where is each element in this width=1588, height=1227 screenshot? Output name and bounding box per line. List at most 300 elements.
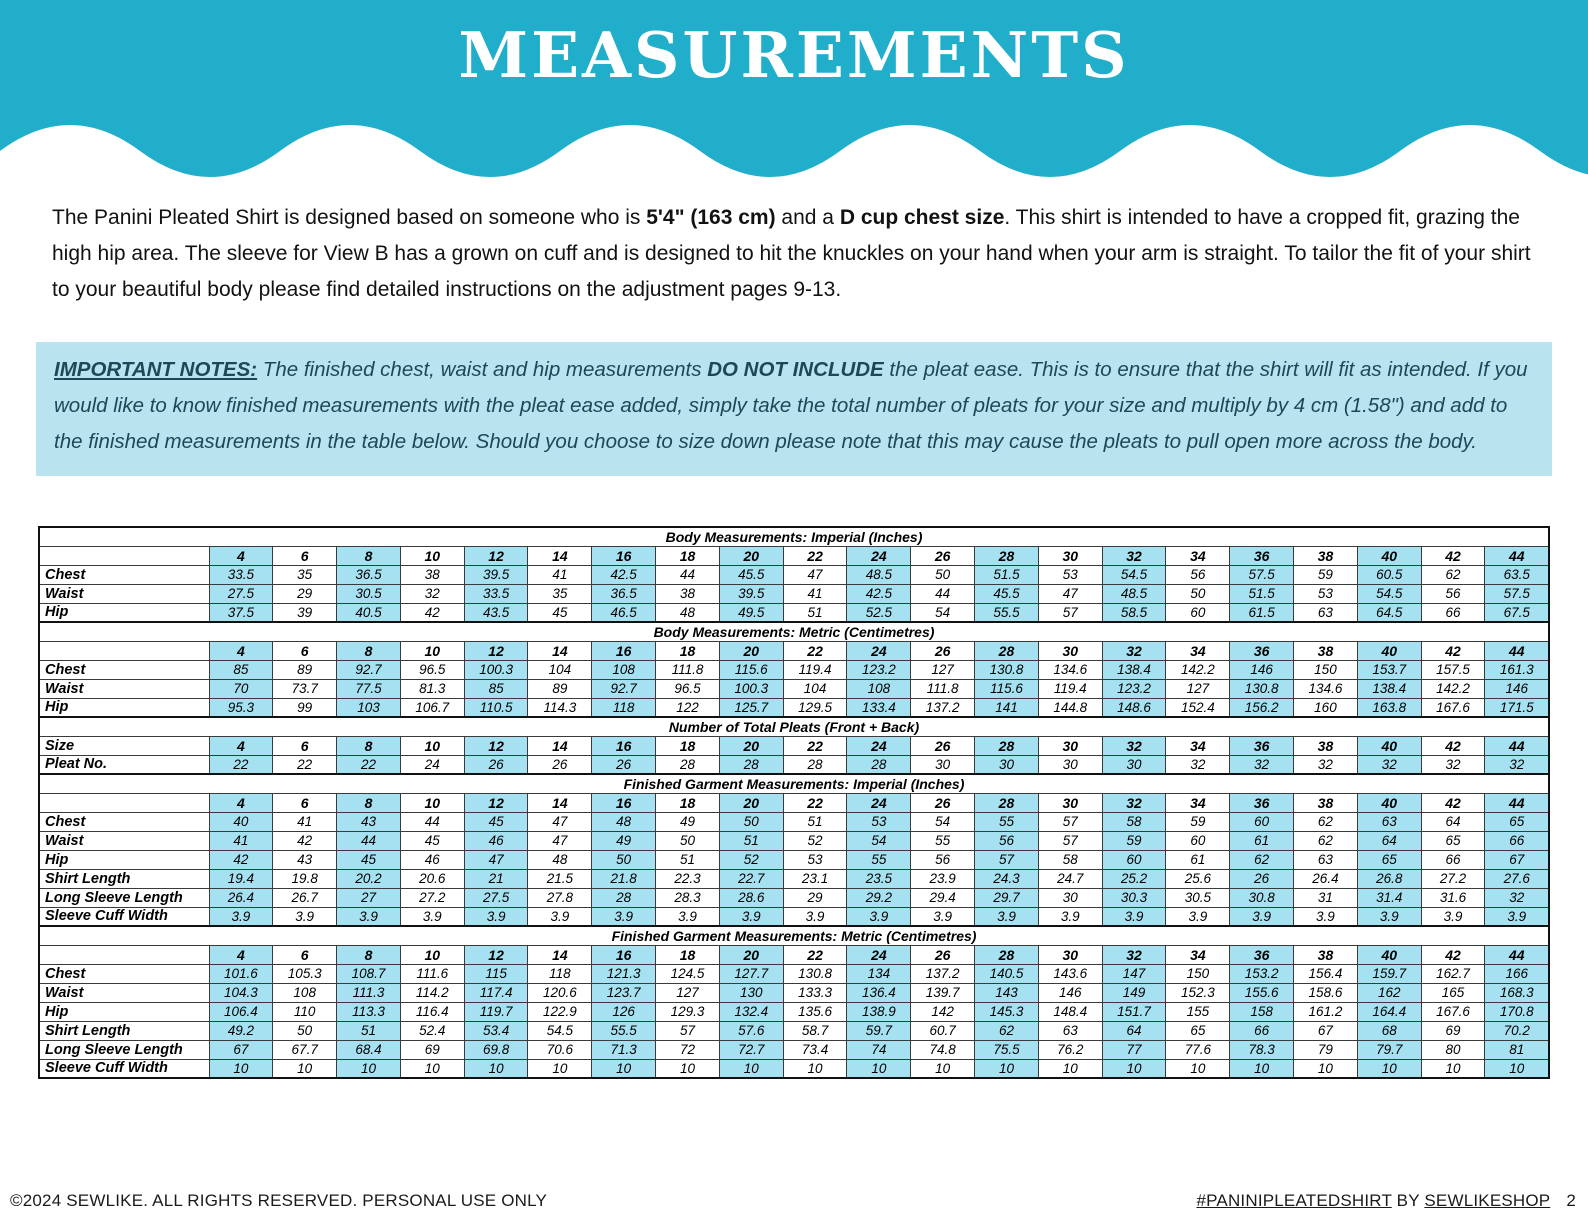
value-cell: 57.6 xyxy=(719,1021,783,1040)
text-segment: D cup chest size xyxy=(839,206,1005,229)
value-cell: 163.8 xyxy=(1357,698,1421,717)
value-cell: 63 xyxy=(1294,603,1358,622)
value-cell: 27.2 xyxy=(1421,869,1485,888)
value-cell: 22.7 xyxy=(719,869,783,888)
value-cell: 146 xyxy=(1485,679,1549,698)
value-cell: 3.9 xyxy=(847,907,911,926)
size-header-row xyxy=(39,641,1549,660)
value-cell: 139.7 xyxy=(911,983,975,1002)
value-cell: 45 xyxy=(528,603,592,622)
value-cell: 123.2 xyxy=(1102,679,1166,698)
table-row xyxy=(39,679,1549,698)
value-cell: 61 xyxy=(1230,831,1294,850)
size-header-cell: 14 xyxy=(528,793,592,812)
value-cell: 144.8 xyxy=(1038,698,1102,717)
value-cell: 164.4 xyxy=(1357,1002,1421,1021)
value-cell: 68 xyxy=(1357,1021,1421,1040)
value-cell: 74 xyxy=(847,1040,911,1059)
row-label: Long Sleeve Length xyxy=(39,888,209,907)
value-cell: 36.5 xyxy=(592,584,656,603)
value-cell: 54 xyxy=(847,831,911,850)
size-chart-table xyxy=(38,526,1550,1079)
size-header-cell: 16 xyxy=(592,641,656,660)
value-cell: 167.6 xyxy=(1421,698,1485,717)
value-cell: 60 xyxy=(1102,850,1166,869)
value-cell: 145.3 xyxy=(975,1002,1039,1021)
value-cell: 56 xyxy=(911,850,975,869)
value-cell: 10 xyxy=(273,1059,337,1078)
value-cell: 155 xyxy=(1166,1002,1230,1021)
table-title-row xyxy=(39,717,1549,736)
value-cell: 38 xyxy=(400,565,464,584)
value-cell: 48 xyxy=(528,850,592,869)
value-cell: 26.7 xyxy=(273,888,337,907)
value-cell: 152.4 xyxy=(1166,698,1230,717)
value-cell: 89 xyxy=(528,679,592,698)
value-cell: 3.9 xyxy=(464,907,528,926)
value-cell: 47 xyxy=(464,850,528,869)
value-cell: 30.5 xyxy=(337,584,401,603)
size-header-cell: 44 xyxy=(1485,945,1549,964)
wave-edge xyxy=(0,121,1588,183)
table-row xyxy=(39,1002,1549,1021)
size-header-cell: 22 xyxy=(783,546,847,565)
value-cell: 113.3 xyxy=(337,1002,401,1021)
row-label: Waist xyxy=(39,679,209,698)
value-cell: 122 xyxy=(656,698,720,717)
value-cell: 80 xyxy=(1421,1040,1485,1059)
value-cell: 62 xyxy=(1230,850,1294,869)
size-header-cell: 12 xyxy=(464,546,528,565)
value-cell: 10 xyxy=(783,1059,847,1078)
table-row xyxy=(39,1021,1549,1040)
value-cell: 32 xyxy=(1421,755,1485,774)
value-cell: 49 xyxy=(592,831,656,850)
value-cell: 53 xyxy=(1294,584,1358,603)
value-cell: 62 xyxy=(1294,831,1358,850)
value-cell: 152.3 xyxy=(1166,983,1230,1002)
value-cell: 41 xyxy=(209,831,273,850)
row-label: Chest xyxy=(39,565,209,584)
size-header-cell: 16 xyxy=(592,736,656,755)
value-cell: 71.3 xyxy=(592,1040,656,1059)
value-cell: 49 xyxy=(656,812,720,831)
value-cell: 127.7 xyxy=(719,964,783,983)
value-cell: 118 xyxy=(528,964,592,983)
size-header-cell: 44 xyxy=(1485,736,1549,755)
value-cell: 66 xyxy=(1421,850,1485,869)
size-header-cell: 38 xyxy=(1294,641,1358,660)
table-row xyxy=(39,584,1549,603)
size-header-cell: 8 xyxy=(337,945,401,964)
size-header-cell: 22 xyxy=(783,793,847,812)
value-cell: 48 xyxy=(656,603,720,622)
size-header-cell: 24 xyxy=(847,793,911,812)
size-header-cell: 30 xyxy=(1038,736,1102,755)
size-header-cell: 10 xyxy=(400,945,464,964)
size-header-cell: 30 xyxy=(1038,945,1102,964)
text-segment: IMPORTANT NOTES: xyxy=(54,358,258,381)
size-header-cell: 10 xyxy=(400,641,464,660)
value-cell: 150 xyxy=(1166,964,1230,983)
table-row xyxy=(39,755,1549,774)
value-cell: 60.7 xyxy=(911,1021,975,1040)
value-cell: 67 xyxy=(209,1040,273,1059)
value-cell: 51.5 xyxy=(975,565,1039,584)
value-cell: 44 xyxy=(656,565,720,584)
row-label: Chest xyxy=(39,812,209,831)
size-header-cell: 38 xyxy=(1294,736,1358,755)
table-row xyxy=(39,565,1549,584)
value-cell: 134.6 xyxy=(1294,679,1358,698)
size-header-cell: 14 xyxy=(528,736,592,755)
value-cell: 74.8 xyxy=(911,1040,975,1059)
size-header-cell: 6 xyxy=(273,641,337,660)
value-cell: 66 xyxy=(1230,1021,1294,1040)
table-row xyxy=(39,1040,1549,1059)
size-header-cell: 32 xyxy=(1102,736,1166,755)
row-label: Waist xyxy=(39,584,209,603)
size-header-cell: 40 xyxy=(1357,641,1421,660)
value-cell: 72 xyxy=(656,1040,720,1059)
value-cell: 60 xyxy=(1166,603,1230,622)
value-cell: 20.2 xyxy=(337,869,401,888)
value-cell: 138.4 xyxy=(1357,679,1421,698)
value-cell: 122.9 xyxy=(528,1002,592,1021)
measurement-tables xyxy=(38,526,1588,1079)
value-cell: 3.9 xyxy=(719,907,783,926)
value-cell: 81.3 xyxy=(400,679,464,698)
size-header-cell: 30 xyxy=(1038,793,1102,812)
value-cell: 134.6 xyxy=(1038,660,1102,679)
value-cell: 127 xyxy=(911,660,975,679)
value-cell: 44 xyxy=(911,584,975,603)
value-cell: 32 xyxy=(1230,755,1294,774)
size-header-cell: 24 xyxy=(847,641,911,660)
value-cell: 69 xyxy=(400,1040,464,1059)
value-cell: 168.3 xyxy=(1485,983,1549,1002)
value-cell: 59 xyxy=(1166,812,1230,831)
value-cell: 29.7 xyxy=(975,888,1039,907)
size-header-cell: 20 xyxy=(719,736,783,755)
value-cell: 96.5 xyxy=(400,660,464,679)
size-header-cell: 32 xyxy=(1102,546,1166,565)
size-header-cell: 34 xyxy=(1166,736,1230,755)
value-cell: 27.5 xyxy=(209,584,273,603)
value-cell: 47 xyxy=(528,831,592,850)
value-cell: 28.6 xyxy=(719,888,783,907)
value-cell: 45.5 xyxy=(719,565,783,584)
value-cell: 10 xyxy=(975,1059,1039,1078)
size-header-cell: 42 xyxy=(1421,641,1485,660)
value-cell: 108 xyxy=(273,983,337,1002)
shop-link[interactable]: SEWLIKESHOP xyxy=(1424,1191,1551,1210)
text-segment: the pleat ease. This is to ensure that the shirt will fit as intended. If you would like to know finished measurements with the pleat ease added, simply take the total number of pleats for your size and multiply by 4 cm (1.58") and add to the finished measurements in the table below. Should you choose to size down please note that this may cause the pleats to pull open more across the body. xyxy=(54,358,1528,453)
value-cell: 54 xyxy=(911,812,975,831)
row-label: Chest xyxy=(39,964,209,983)
size-header-cell: 10 xyxy=(400,546,464,565)
value-cell: 77.5 xyxy=(337,679,401,698)
value-cell: 28.3 xyxy=(656,888,720,907)
value-cell: 142.2 xyxy=(1166,660,1230,679)
size-header-cell: 44 xyxy=(1485,793,1549,812)
table-row xyxy=(39,812,1549,831)
value-cell: 26 xyxy=(528,755,592,774)
value-cell: 59.7 xyxy=(847,1021,911,1040)
value-cell: 55 xyxy=(847,850,911,869)
size-header-row xyxy=(39,546,1549,565)
value-cell: 167.6 xyxy=(1421,1002,1485,1021)
value-cell: 66 xyxy=(1421,603,1485,622)
size-header-cell: 12 xyxy=(464,945,528,964)
value-cell: 39.5 xyxy=(464,565,528,584)
value-cell: 27.6 xyxy=(1485,869,1549,888)
value-cell: 143 xyxy=(975,983,1039,1002)
value-cell: 115 xyxy=(464,964,528,983)
value-cell: 63 xyxy=(1357,812,1421,831)
value-cell: 54.5 xyxy=(528,1021,592,1040)
size-header-cell: 4 xyxy=(209,736,273,755)
value-cell: 51 xyxy=(337,1021,401,1040)
value-cell: 3.9 xyxy=(783,907,847,926)
size-header-cell: 8 xyxy=(337,793,401,812)
value-cell: 123.7 xyxy=(592,983,656,1002)
value-cell: 127 xyxy=(1166,679,1230,698)
value-cell: 10 xyxy=(528,1059,592,1078)
value-cell: 3.9 xyxy=(1421,907,1485,926)
value-cell: 119.7 xyxy=(464,1002,528,1021)
size-header-cell: 30 xyxy=(1038,641,1102,660)
value-cell: 28 xyxy=(592,888,656,907)
value-cell: 67.5 xyxy=(1485,603,1549,622)
value-cell: 30 xyxy=(1102,755,1166,774)
value-cell: 19.8 xyxy=(273,869,337,888)
value-cell: 65 xyxy=(1421,831,1485,850)
value-cell: 53 xyxy=(1038,565,1102,584)
value-cell: 58 xyxy=(1102,812,1166,831)
value-cell: 119.4 xyxy=(1038,679,1102,698)
value-cell: 51 xyxy=(783,812,847,831)
value-cell: 10 xyxy=(209,1059,273,1078)
value-cell: 22.3 xyxy=(656,869,720,888)
value-cell: 126 xyxy=(592,1002,656,1021)
value-cell: 53 xyxy=(783,850,847,869)
value-cell: 57 xyxy=(1038,812,1102,831)
value-cell: 55.5 xyxy=(592,1021,656,1040)
row-label: Sleeve Cuff Width xyxy=(39,1059,209,1078)
value-cell: 43 xyxy=(337,812,401,831)
value-cell: 39 xyxy=(273,603,337,622)
value-cell: 65 xyxy=(1357,850,1421,869)
value-cell: 57.5 xyxy=(1230,565,1294,584)
value-cell: 41 xyxy=(528,565,592,584)
value-cell: 10 xyxy=(464,1059,528,1078)
value-cell: 50 xyxy=(656,831,720,850)
value-cell: 53.4 xyxy=(464,1021,528,1040)
value-cell: 62 xyxy=(1294,812,1358,831)
size-header-label xyxy=(39,945,209,964)
size-header-cell: 16 xyxy=(592,546,656,565)
value-cell: 77 xyxy=(1102,1040,1166,1059)
size-header-cell: 32 xyxy=(1102,641,1166,660)
value-cell: 63 xyxy=(1294,850,1358,869)
value-cell: 100.3 xyxy=(464,660,528,679)
value-cell: 61.5 xyxy=(1230,603,1294,622)
value-cell: 32 xyxy=(1166,755,1230,774)
value-cell: 45.5 xyxy=(975,584,1039,603)
size-header-cell: 42 xyxy=(1421,945,1485,964)
value-cell: 171.5 xyxy=(1485,698,1549,717)
value-cell: 127 xyxy=(656,983,720,1002)
value-cell: 10 xyxy=(1357,1059,1421,1078)
size-header-cell: 42 xyxy=(1421,546,1485,565)
size-header-cell: 40 xyxy=(1357,736,1421,755)
value-cell: 35 xyxy=(273,565,337,584)
value-cell: 27.8 xyxy=(528,888,592,907)
table-title: Number of Total Pleats (Front + Back) xyxy=(39,717,1549,736)
table-row xyxy=(39,983,1549,1002)
value-cell: 51 xyxy=(783,603,847,622)
value-cell: 69.8 xyxy=(464,1040,528,1059)
value-cell: 43 xyxy=(273,850,337,869)
value-cell: 59 xyxy=(1102,831,1166,850)
value-cell: 79 xyxy=(1294,1040,1358,1059)
size-header-cell: 28 xyxy=(975,641,1039,660)
hashtag-link[interactable]: #PANINIPLEATEDSHIRT xyxy=(1196,1191,1392,1210)
value-cell: 133.3 xyxy=(783,983,847,1002)
size-header-cell: 42 xyxy=(1421,793,1485,812)
size-header-cell: 24 xyxy=(847,736,911,755)
value-cell: 42 xyxy=(273,831,337,850)
value-cell: 133.4 xyxy=(847,698,911,717)
value-cell: 54.5 xyxy=(1102,565,1166,584)
value-cell: 125.7 xyxy=(719,698,783,717)
row-label: Hip xyxy=(39,698,209,717)
value-cell: 89 xyxy=(273,660,337,679)
value-cell: 130.8 xyxy=(783,964,847,983)
size-header-cell: 34 xyxy=(1166,945,1230,964)
value-cell: 123.2 xyxy=(847,660,911,679)
page-header xyxy=(0,0,1588,180)
value-cell: 30 xyxy=(911,755,975,774)
value-cell: 143.6 xyxy=(1038,964,1102,983)
value-cell: 67.7 xyxy=(273,1040,337,1059)
value-cell: 158 xyxy=(1230,1002,1294,1021)
size-header-cell: 8 xyxy=(337,736,401,755)
value-cell: 30 xyxy=(975,755,1039,774)
value-cell: 92.7 xyxy=(337,660,401,679)
value-cell: 52 xyxy=(783,831,847,850)
size-header-cell: 26 xyxy=(911,945,975,964)
value-cell: 129.5 xyxy=(783,698,847,717)
value-cell: 3.9 xyxy=(1038,907,1102,926)
value-cell: 32 xyxy=(1485,888,1549,907)
value-cell: 48.5 xyxy=(1102,584,1166,603)
size-header-cell: 36 xyxy=(1230,736,1294,755)
value-cell: 48.5 xyxy=(847,565,911,584)
value-cell: 76.2 xyxy=(1038,1040,1102,1059)
value-cell: 156.4 xyxy=(1294,964,1358,983)
size-header-cell: 4 xyxy=(209,945,273,964)
table-row xyxy=(39,869,1549,888)
value-cell: 150 xyxy=(1294,660,1358,679)
size-header-cell: 34 xyxy=(1166,793,1230,812)
value-cell: 73.4 xyxy=(783,1040,847,1059)
value-cell: 51 xyxy=(656,850,720,869)
value-cell: 53 xyxy=(847,812,911,831)
size-header-cell: 36 xyxy=(1230,546,1294,565)
value-cell: 49.2 xyxy=(209,1021,273,1040)
value-cell: 32 xyxy=(1485,755,1549,774)
table-title-row xyxy=(39,926,1549,945)
size-header-row xyxy=(39,736,1549,755)
row-label: Shirt Length xyxy=(39,1021,209,1040)
value-cell: 3.9 xyxy=(1230,907,1294,926)
value-cell: 138.4 xyxy=(1102,660,1166,679)
value-cell: 147 xyxy=(1102,964,1166,983)
text-segment: The Panini Pleated Shirt is designed based on someone who is xyxy=(52,206,647,229)
value-cell: 140.5 xyxy=(975,964,1039,983)
size-header-cell: 28 xyxy=(975,736,1039,755)
value-cell: 21.8 xyxy=(592,869,656,888)
value-cell: 30.3 xyxy=(1102,888,1166,907)
value-cell: 115.6 xyxy=(975,679,1039,698)
value-cell: 3.9 xyxy=(975,907,1039,926)
size-header-cell: 6 xyxy=(273,793,337,812)
value-cell: 68.4 xyxy=(337,1040,401,1059)
value-cell: 160 xyxy=(1294,698,1358,717)
value-cell: 28 xyxy=(847,755,911,774)
value-cell: 3.9 xyxy=(1485,907,1549,926)
value-cell: 60 xyxy=(1230,812,1294,831)
value-cell: 40 xyxy=(209,812,273,831)
value-cell: 162.7 xyxy=(1421,964,1485,983)
value-cell: 31.4 xyxy=(1357,888,1421,907)
value-cell: 10 xyxy=(719,1059,783,1078)
value-cell: 3.9 xyxy=(1102,907,1166,926)
value-cell: 64 xyxy=(1421,812,1485,831)
value-cell: 21.5 xyxy=(528,869,592,888)
value-cell: 153.2 xyxy=(1230,964,1294,983)
value-cell: 106.4 xyxy=(209,1002,273,1021)
size-header-cell: 12 xyxy=(464,736,528,755)
value-cell: 58.7 xyxy=(783,1021,847,1040)
table-row xyxy=(39,698,1549,717)
value-cell: 101.6 xyxy=(209,964,273,983)
value-cell: 26 xyxy=(464,755,528,774)
value-cell: 22 xyxy=(337,755,401,774)
value-cell: 59 xyxy=(1294,565,1358,584)
value-cell: 165 xyxy=(1421,983,1485,1002)
value-cell: 50 xyxy=(592,850,656,869)
value-cell: 31 xyxy=(1294,888,1358,907)
value-cell: 46 xyxy=(400,850,464,869)
size-header-cell: 40 xyxy=(1357,546,1421,565)
value-cell: 47 xyxy=(1038,584,1102,603)
size-header-cell: 4 xyxy=(209,641,273,660)
size-header-cell: 20 xyxy=(719,945,783,964)
value-cell: 44 xyxy=(337,831,401,850)
value-cell: 41 xyxy=(783,584,847,603)
size-header-cell: 38 xyxy=(1294,793,1358,812)
value-cell: 23.9 xyxy=(911,869,975,888)
value-cell: 155.6 xyxy=(1230,983,1294,1002)
size-header-cell: 38 xyxy=(1294,945,1358,964)
value-cell: 62 xyxy=(1421,565,1485,584)
value-cell: 38 xyxy=(656,584,720,603)
value-cell: 30 xyxy=(1038,755,1102,774)
value-cell: 45 xyxy=(337,850,401,869)
